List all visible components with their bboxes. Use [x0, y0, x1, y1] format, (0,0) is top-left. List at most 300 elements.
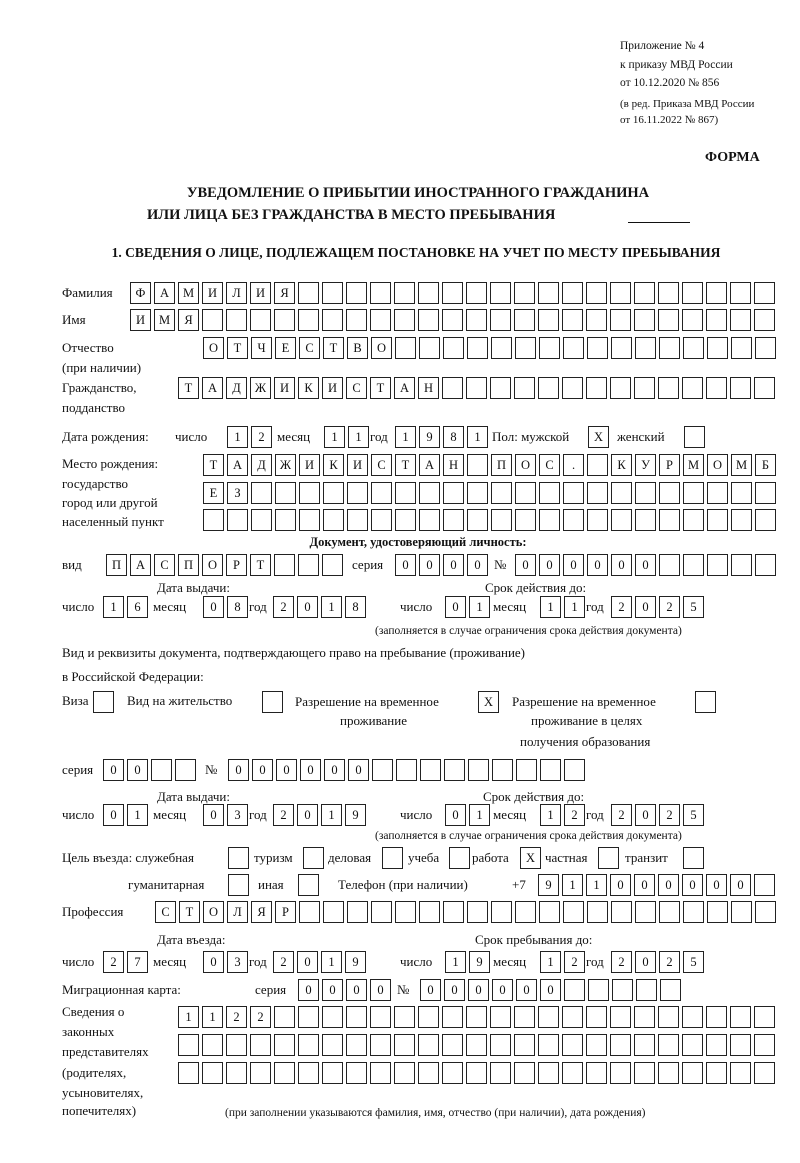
purpose-official-checkbox[interactable] — [228, 847, 249, 869]
char-cell[interactable] — [563, 901, 584, 923]
char-cell[interactable] — [707, 482, 728, 504]
doc-valid-month-boxes[interactable] — [540, 596, 585, 618]
purpose-private-checkbox[interactable] — [598, 847, 619, 869]
char-cell[interactable] — [298, 282, 319, 304]
char-cell[interactable]: 1 — [469, 596, 490, 618]
char-cell[interactable]: А — [419, 454, 440, 476]
char-cell[interactable] — [444, 759, 465, 781]
char-cell[interactable] — [658, 282, 679, 304]
char-cell[interactable] — [611, 482, 632, 504]
char-cell[interactable] — [586, 1062, 607, 1084]
char-cell[interactable] — [418, 309, 439, 331]
char-cell[interactable]: 9 — [469, 951, 490, 973]
char-cell[interactable] — [420, 759, 441, 781]
char-cell[interactable] — [538, 377, 559, 399]
char-cell[interactable]: Т — [178, 377, 199, 399]
char-cell[interactable]: Н — [418, 377, 439, 399]
checkbox-cell[interactable]: X — [478, 691, 499, 713]
char-cell[interactable] — [274, 554, 295, 576]
char-cell[interactable] — [274, 1062, 295, 1084]
char-cell[interactable]: 0 — [103, 804, 124, 826]
char-cell[interactable] — [396, 759, 417, 781]
char-cell[interactable] — [634, 377, 655, 399]
char-cell[interactable] — [562, 282, 583, 304]
char-cell[interactable]: 0 — [103, 759, 124, 781]
char-cell[interactable] — [610, 1062, 631, 1084]
char-cell[interactable] — [226, 1034, 247, 1056]
char-cell[interactable]: 0 — [611, 554, 632, 576]
char-cell[interactable]: 1 — [540, 596, 561, 618]
char-cell[interactable] — [706, 1034, 727, 1056]
char-cell[interactable] — [346, 1034, 367, 1056]
char-cell[interactable] — [299, 509, 320, 531]
char-cell[interactable] — [371, 482, 392, 504]
char-cell[interactable] — [730, 377, 751, 399]
char-cell[interactable]: И — [250, 282, 271, 304]
char-cell[interactable] — [419, 337, 440, 359]
male-checkbox[interactable] — [588, 426, 609, 448]
birth-year-boxes[interactable] — [395, 426, 488, 448]
char-cell[interactable] — [682, 1062, 703, 1084]
doc-issue-year-boxes[interactable] — [273, 596, 366, 618]
char-cell[interactable] — [587, 509, 608, 531]
profession-boxes[interactable] — [155, 901, 776, 923]
entry-month-boxes[interactable] — [203, 951, 248, 973]
char-cell[interactable] — [492, 759, 513, 781]
char-cell[interactable]: 0 — [515, 554, 536, 576]
char-cell[interactable] — [610, 282, 631, 304]
char-cell[interactable] — [178, 1062, 199, 1084]
char-cell[interactable] — [395, 482, 416, 504]
char-cell[interactable]: 0 — [322, 979, 343, 1001]
char-cell[interactable] — [347, 509, 368, 531]
checkbox-cell[interactable] — [382, 847, 403, 869]
char-cell[interactable] — [755, 554, 776, 576]
char-cell[interactable]: 0 — [635, 596, 656, 618]
char-cell[interactable] — [754, 377, 775, 399]
entry-day-boxes[interactable] — [103, 951, 148, 973]
char-cell[interactable]: 0 — [587, 554, 608, 576]
char-cell[interactable]: 0 — [730, 874, 751, 896]
char-cell[interactable]: О — [371, 337, 392, 359]
char-cell[interactable]: 1 — [586, 874, 607, 896]
char-cell[interactable]: К — [611, 454, 632, 476]
char-cell[interactable]: 1 — [348, 426, 369, 448]
char-cell[interactable] — [634, 1006, 655, 1028]
char-cell[interactable] — [226, 1062, 247, 1084]
char-cell[interactable] — [299, 901, 320, 923]
char-cell[interactable] — [275, 482, 296, 504]
char-cell[interactable] — [612, 979, 633, 1001]
char-cell[interactable] — [347, 482, 368, 504]
char-cell[interactable]: 0 — [276, 759, 297, 781]
purpose-humanitarian-checkbox[interactable] — [228, 874, 249, 896]
char-cell[interactable]: У — [635, 454, 656, 476]
char-cell[interactable]: И — [202, 282, 223, 304]
char-cell[interactable]: 5 — [683, 596, 704, 618]
char-cell[interactable] — [634, 1034, 655, 1056]
char-cell[interactable] — [226, 309, 247, 331]
char-cell[interactable] — [659, 509, 680, 531]
char-cell[interactable] — [730, 1062, 751, 1084]
doc-valid-year-boxes[interactable] — [611, 596, 704, 618]
char-cell[interactable] — [610, 1034, 631, 1056]
char-cell[interactable] — [755, 482, 776, 504]
char-cell[interactable] — [491, 509, 512, 531]
checkbox-cell[interactable] — [684, 426, 705, 448]
char-cell[interactable]: 0 — [635, 951, 656, 973]
char-cell[interactable]: Я — [251, 901, 272, 923]
char-cell[interactable] — [586, 282, 607, 304]
checkbox-cell[interactable] — [695, 691, 716, 713]
char-cell[interactable] — [683, 509, 704, 531]
char-cell[interactable] — [682, 309, 703, 331]
char-cell[interactable] — [443, 509, 464, 531]
char-cell[interactable]: 0 — [346, 979, 367, 1001]
char-cell[interactable] — [707, 901, 728, 923]
char-cell[interactable] — [346, 1062, 367, 1084]
char-cell[interactable] — [151, 759, 172, 781]
char-cell[interactable]: 0 — [228, 759, 249, 781]
char-cell[interactable]: 0 — [539, 554, 560, 576]
birth-day-boxes[interactable] — [227, 426, 272, 448]
char-cell[interactable] — [250, 1034, 271, 1056]
char-cell[interactable]: 0 — [468, 979, 489, 1001]
char-cell[interactable] — [683, 901, 704, 923]
char-cell[interactable] — [298, 1006, 319, 1028]
char-cell[interactable] — [298, 1062, 319, 1084]
char-cell[interactable]: 1 — [202, 1006, 223, 1028]
char-cell[interactable]: Т — [370, 377, 391, 399]
char-cell[interactable]: 0 — [682, 874, 703, 896]
char-cell[interactable] — [442, 1062, 463, 1084]
char-cell[interactable]: Т — [227, 337, 248, 359]
char-cell[interactable] — [227, 509, 248, 531]
purpose-other-checkbox[interactable] — [298, 874, 319, 896]
char-cell[interactable] — [298, 1034, 319, 1056]
edu-residence-checkbox[interactable] — [695, 691, 716, 713]
char-cell[interactable] — [394, 1034, 415, 1056]
char-cell[interactable] — [468, 759, 489, 781]
permit-issue-day-boxes[interactable] — [103, 804, 148, 826]
char-cell[interactable] — [346, 282, 367, 304]
char-cell[interactable]: С — [154, 554, 175, 576]
patronymic-boxes[interactable] — [203, 337, 776, 359]
char-cell[interactable] — [562, 1034, 583, 1056]
doc-valid-day-boxes[interactable] — [445, 596, 490, 618]
char-cell[interactable] — [323, 509, 344, 531]
char-cell[interactable]: 3 — [227, 951, 248, 973]
checkbox-cell[interactable]: X — [588, 426, 609, 448]
char-cell[interactable] — [682, 377, 703, 399]
char-cell[interactable]: 1 — [178, 1006, 199, 1028]
purpose-transit-checkbox[interactable] — [683, 847, 704, 869]
char-cell[interactable]: Л — [227, 901, 248, 923]
char-cell[interactable] — [562, 1006, 583, 1028]
char-cell[interactable] — [562, 1062, 583, 1084]
char-cell[interactable] — [636, 979, 657, 1001]
char-cell[interactable]: Л — [226, 282, 247, 304]
char-cell[interactable]: 0 — [658, 874, 679, 896]
char-cell[interactable] — [202, 1034, 223, 1056]
char-cell[interactable] — [682, 1034, 703, 1056]
char-cell[interactable] — [731, 509, 752, 531]
char-cell[interactable] — [322, 282, 343, 304]
char-cell[interactable] — [467, 509, 488, 531]
char-cell[interactable] — [538, 309, 559, 331]
char-cell[interactable]: 2 — [659, 804, 680, 826]
char-cell[interactable] — [490, 1006, 511, 1028]
visa-checkbox[interactable] — [93, 691, 114, 713]
doc-number-boxes[interactable] — [515, 554, 776, 576]
char-cell[interactable] — [467, 901, 488, 923]
temp-residence-checkbox[interactable] — [478, 691, 499, 713]
char-cell[interactable] — [371, 901, 392, 923]
char-cell[interactable] — [370, 309, 391, 331]
char-cell[interactable] — [466, 282, 487, 304]
char-cell[interactable]: А — [227, 454, 248, 476]
char-cell[interactable] — [539, 337, 560, 359]
char-cell[interactable] — [754, 874, 775, 896]
char-cell[interactable] — [442, 1034, 463, 1056]
char-cell[interactable]: Р — [275, 901, 296, 923]
char-cell[interactable]: 2 — [611, 951, 632, 973]
char-cell[interactable] — [610, 377, 631, 399]
char-cell[interactable] — [394, 309, 415, 331]
char-cell[interactable] — [755, 509, 776, 531]
char-cell[interactable]: 5 — [683, 804, 704, 826]
char-cell[interactable] — [371, 509, 392, 531]
char-cell[interactable]: 0 — [203, 596, 224, 618]
char-cell[interactable] — [588, 979, 609, 1001]
char-cell[interactable]: 0 — [420, 979, 441, 1001]
char-cell[interactable] — [370, 282, 391, 304]
char-cell[interactable]: А — [202, 377, 223, 399]
char-cell[interactable] — [634, 1062, 655, 1084]
doc-series-boxes[interactable] — [395, 554, 488, 576]
char-cell[interactable]: 1 — [321, 951, 342, 973]
char-cell[interactable] — [322, 1006, 343, 1028]
char-cell[interactable]: 9 — [538, 874, 559, 896]
char-cell[interactable] — [515, 337, 536, 359]
purpose-business-checkbox[interactable] — [382, 847, 403, 869]
title-blank-line[interactable] — [628, 222, 690, 223]
char-cell[interactable] — [442, 1006, 463, 1028]
char-cell[interactable]: 3 — [227, 804, 248, 826]
char-cell[interactable]: 9 — [345, 951, 366, 973]
char-cell[interactable]: З — [227, 482, 248, 504]
char-cell[interactable]: Е — [203, 482, 224, 504]
char-cell[interactable]: 0 — [297, 804, 318, 826]
char-cell[interactable] — [202, 309, 223, 331]
char-cell[interactable] — [564, 979, 585, 1001]
char-cell[interactable] — [659, 482, 680, 504]
char-cell[interactable] — [467, 482, 488, 504]
char-cell[interactable] — [516, 759, 537, 781]
char-cell[interactable] — [250, 1062, 271, 1084]
char-cell[interactable]: А — [154, 282, 175, 304]
char-cell[interactable] — [323, 482, 344, 504]
char-cell[interactable]: К — [298, 377, 319, 399]
char-cell[interactable] — [731, 554, 752, 576]
representatives-boxes-row2[interactable] — [178, 1034, 775, 1056]
char-cell[interactable] — [754, 309, 775, 331]
char-cell[interactable] — [250, 309, 271, 331]
residence-permit-checkbox[interactable] — [262, 691, 283, 713]
char-cell[interactable] — [587, 482, 608, 504]
char-cell[interactable] — [322, 309, 343, 331]
char-cell[interactable] — [659, 554, 680, 576]
char-cell[interactable] — [275, 509, 296, 531]
char-cell[interactable]: Е — [275, 337, 296, 359]
purpose-work-checkbox[interactable] — [520, 847, 541, 869]
char-cell[interactable]: Я — [178, 309, 199, 331]
char-cell[interactable] — [491, 901, 512, 923]
char-cell[interactable] — [323, 901, 344, 923]
doc-kind-boxes[interactable] — [106, 554, 343, 576]
char-cell[interactable]: О — [203, 337, 224, 359]
phone-boxes[interactable] — [538, 874, 775, 896]
char-cell[interactable] — [175, 759, 196, 781]
char-cell[interactable] — [395, 509, 416, 531]
checkbox-cell[interactable] — [303, 847, 324, 869]
char-cell[interactable] — [682, 1006, 703, 1028]
char-cell[interactable]: М — [683, 454, 704, 476]
char-cell[interactable]: 0 — [635, 804, 656, 826]
char-cell[interactable]: 2 — [611, 804, 632, 826]
char-cell[interactable] — [538, 1034, 559, 1056]
char-cell[interactable]: 0 — [467, 554, 488, 576]
char-cell[interactable] — [251, 509, 272, 531]
permit-valid-day-boxes[interactable] — [445, 804, 490, 826]
female-checkbox[interactable] — [684, 426, 705, 448]
char-cell[interactable] — [466, 309, 487, 331]
char-cell[interactable] — [370, 1062, 391, 1084]
char-cell[interactable]: Т — [203, 454, 224, 476]
char-cell[interactable] — [490, 309, 511, 331]
char-cell[interactable] — [754, 1006, 775, 1028]
checkbox-cell[interactable] — [228, 847, 249, 869]
char-cell[interactable]: 0 — [634, 874, 655, 896]
char-cell[interactable]: 0 — [563, 554, 584, 576]
permit-issue-month-boxes[interactable] — [203, 804, 248, 826]
char-cell[interactable]: 2 — [103, 951, 124, 973]
char-cell[interactable] — [322, 1062, 343, 1084]
char-cell[interactable] — [514, 1062, 535, 1084]
char-cell[interactable]: 0 — [635, 554, 656, 576]
char-cell[interactable]: 0 — [127, 759, 148, 781]
char-cell[interactable]: 0 — [252, 759, 273, 781]
char-cell[interactable] — [370, 1006, 391, 1028]
char-cell[interactable] — [299, 482, 320, 504]
char-cell[interactable] — [754, 1034, 775, 1056]
char-cell[interactable]: К — [323, 454, 344, 476]
char-cell[interactable]: 9 — [345, 804, 366, 826]
char-cell[interactable]: 0 — [445, 804, 466, 826]
char-cell[interactable]: С — [299, 337, 320, 359]
char-cell[interactable]: Д — [251, 454, 272, 476]
char-cell[interactable] — [730, 1034, 751, 1056]
char-cell[interactable] — [658, 1034, 679, 1056]
char-cell[interactable] — [587, 454, 608, 476]
surname-boxes[interactable] — [130, 282, 775, 304]
char-cell[interactable]: 1 — [467, 426, 488, 448]
char-cell[interactable]: 0 — [300, 759, 321, 781]
char-cell[interactable]: Ж — [250, 377, 271, 399]
char-cell[interactable] — [514, 377, 535, 399]
char-cell[interactable] — [538, 282, 559, 304]
char-cell[interactable] — [540, 759, 561, 781]
permit-valid-year-boxes[interactable] — [611, 804, 704, 826]
char-cell[interactable] — [538, 1006, 559, 1028]
char-cell[interactable]: 6 — [127, 596, 148, 618]
char-cell[interactable]: 0 — [370, 979, 391, 1001]
char-cell[interactable] — [466, 1062, 487, 1084]
char-cell[interactable] — [706, 377, 727, 399]
char-cell[interactable]: 1 — [127, 804, 148, 826]
char-cell[interactable]: 0 — [297, 596, 318, 618]
char-cell[interactable] — [564, 759, 585, 781]
char-cell[interactable] — [394, 282, 415, 304]
char-cell[interactable]: И — [299, 454, 320, 476]
char-cell[interactable]: 8 — [227, 596, 248, 618]
char-cell[interactable] — [514, 1034, 535, 1056]
char-cell[interactable]: 0 — [445, 596, 466, 618]
char-cell[interactable]: 2 — [564, 804, 585, 826]
char-cell[interactable]: 1 — [445, 951, 466, 973]
char-cell[interactable]: 1 — [324, 426, 345, 448]
char-cell[interactable]: 0 — [443, 554, 464, 576]
char-cell[interactable]: 1 — [395, 426, 416, 448]
char-cell[interactable]: И — [347, 454, 368, 476]
char-cell[interactable] — [395, 901, 416, 923]
char-cell[interactable]: . — [563, 454, 584, 476]
char-cell[interactable]: А — [394, 377, 415, 399]
char-cell[interactable] — [562, 377, 583, 399]
char-cell[interactable] — [658, 309, 679, 331]
stay-day-boxes[interactable] — [445, 951, 490, 973]
char-cell[interactable]: О — [202, 554, 223, 576]
char-cell[interactable] — [491, 337, 512, 359]
char-cell[interactable] — [443, 482, 464, 504]
char-cell[interactable] — [731, 337, 752, 359]
char-cell[interactable] — [515, 901, 536, 923]
char-cell[interactable] — [635, 482, 656, 504]
char-cell[interactable] — [659, 901, 680, 923]
char-cell[interactable]: 0 — [492, 979, 513, 1001]
char-cell[interactable] — [490, 282, 511, 304]
char-cell[interactable] — [563, 482, 584, 504]
char-cell[interactable] — [586, 1034, 607, 1056]
char-cell[interactable] — [707, 337, 728, 359]
char-cell[interactable]: А — [130, 554, 151, 576]
char-cell[interactable] — [611, 509, 632, 531]
char-cell[interactable] — [659, 337, 680, 359]
permit-valid-month-boxes[interactable] — [540, 804, 585, 826]
char-cell[interactable] — [515, 509, 536, 531]
char-cell[interactable] — [539, 901, 560, 923]
char-cell[interactable] — [658, 1062, 679, 1084]
char-cell[interactable] — [586, 1006, 607, 1028]
doc-issue-day-boxes[interactable] — [103, 596, 148, 618]
char-cell[interactable]: 2 — [273, 596, 294, 618]
permit-number-boxes[interactable] — [228, 759, 585, 781]
char-cell[interactable]: Т — [179, 901, 200, 923]
birth-month-boxes[interactable] — [324, 426, 369, 448]
char-cell[interactable]: Н — [443, 454, 464, 476]
char-cell[interactable]: 1 — [562, 874, 583, 896]
purpose-study-checkbox[interactable] — [449, 847, 470, 869]
